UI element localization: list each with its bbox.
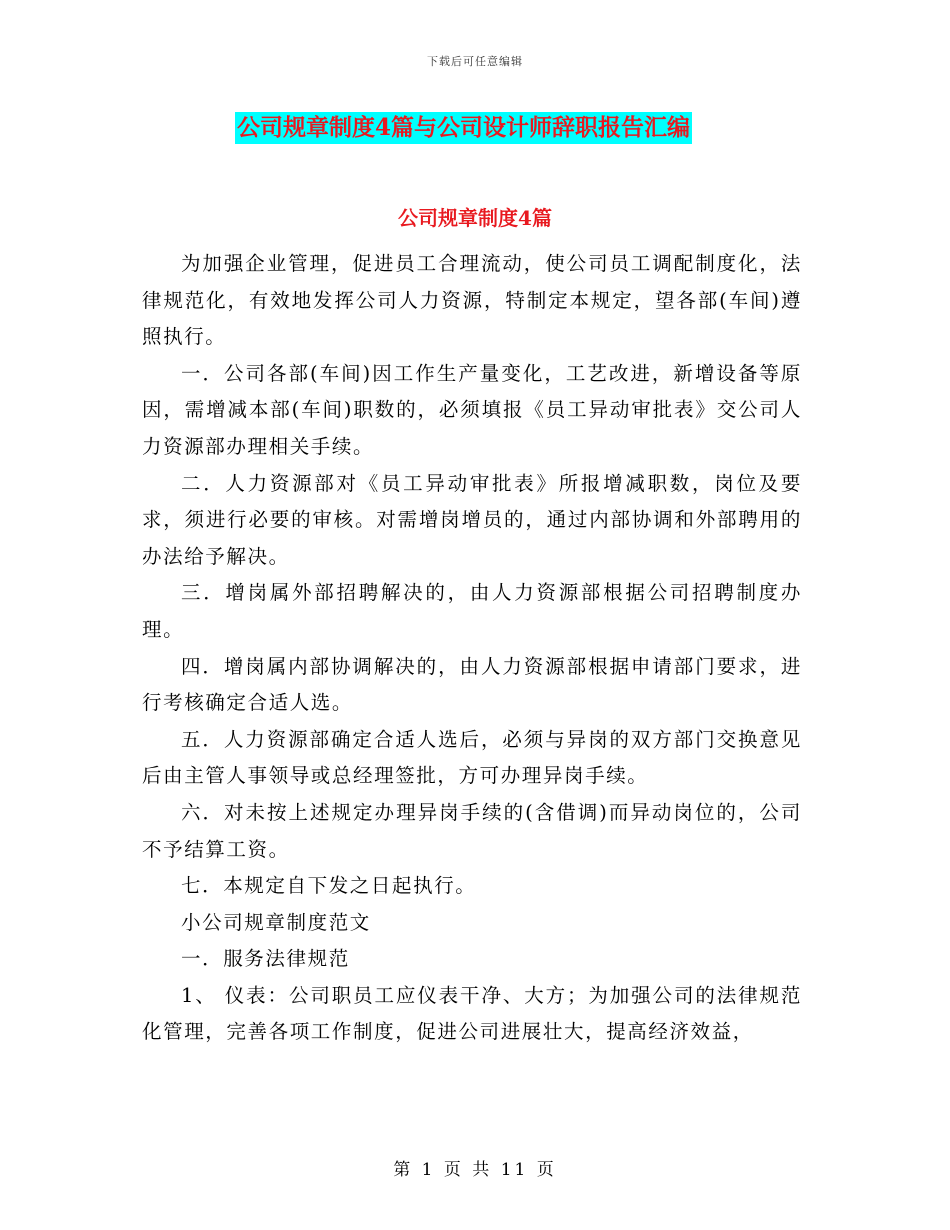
document-body bbox=[142, 246, 802, 1051]
paragraph-item-5: 五．人力资源部确定合适人选后，必须与异岗的双方部门交换意见后由主管人事领导或总经理签批，方可办理异岗手续。 bbox=[142, 727, 802, 788]
subheading-legal-norms: 一．服务法律规范 bbox=[181, 947, 350, 971]
paragraph-item-4: 四．增岗属内部协调解决的，由人力资源部根据申请部门要求，进行考核确定合适人选。 bbox=[142, 654, 802, 715]
document-title: 公司规章制度4篇与公司设计师辞职报告汇编 bbox=[235, 112, 692, 144]
page-number: 第 1 页 共 11 页 bbox=[393, 1160, 557, 1180]
paragraph-appearance: 1、 仪表：公司职员工应仪表干净、大方；为加强公司的法律规范化管理，完善各项工作制度，促进公司进展壮大，提高经济效益， bbox=[142, 983, 802, 1044]
paragraph-item-1: 一．公司各部(车间)因工作生产量变化，工艺改进，新增设备等原因，需增减本部(车间)职数的，必须填报《员工异动审批表》交公司人力资源部办理相关手续。 bbox=[142, 361, 802, 458]
section-title: 公司规章制度4篇 bbox=[398, 206, 552, 230]
paragraph-intro: 为加强企业管理，促进员工合理流动，使公司员工调配制度化，法律规范化，有效地发挥公司人力资源，特制定本规定，望各部(车间)遵照执行。 bbox=[142, 252, 802, 349]
paragraph-item-3: 三．增岗属外部招聘解决的，由人力资源部根据公司招聘制度办理。 bbox=[142, 581, 802, 641]
header-note: 下载后可任意编辑 bbox=[427, 55, 523, 68]
paragraph-item-7: 七．本规定自下发之日起执行。 bbox=[181, 874, 477, 898]
subheading-sample: 小公司规章制度范文 bbox=[181, 910, 371, 934]
paragraph-item-6: 六．对未按上述规定办理异岗手续的(含借调)而异动岗位的，公司不予结算工资。 bbox=[142, 800, 802, 861]
paragraph-item-2: 二．人力资源部对《员工异动审批表》所报增减职数，岗位及要求，须进行必要的审核。对需增岗增员的，通过内部协调和外部聘用的办法给予解决。 bbox=[142, 471, 802, 568]
